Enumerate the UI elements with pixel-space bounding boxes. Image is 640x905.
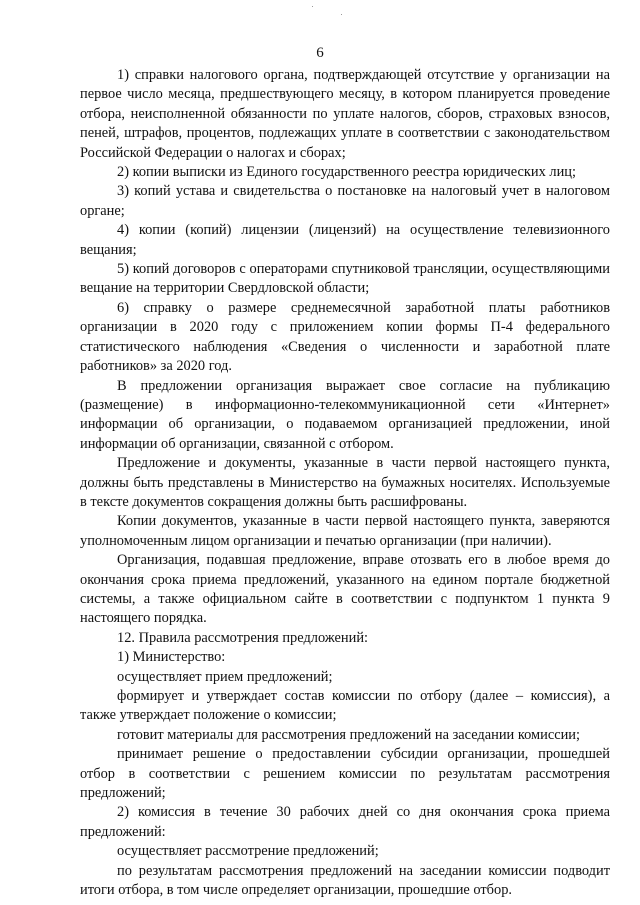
paragraph-accepts-proposals: осуществляет прием предложений; bbox=[117, 668, 333, 685]
paragraph-egrul-extract: 2) копии выписки из Единого государственного реестра юридических лиц; bbox=[117, 164, 576, 181]
paragraph-ministry: 1) Министерство: bbox=[117, 649, 226, 666]
paragraph-charter-copies: 3) копий устава и свидетельства о постановке на налоговый учет в налоговом органе; bbox=[80, 183, 610, 219]
paragraph-selection-results: по результатам рассмотрения предложений на заседании комиссии подводит итоги отбора, в том числе определяет организации, прошедшие отбор. bbox=[80, 862, 610, 899]
scan-speck bbox=[312, 6, 313, 7]
paragraph-tax-certificate: 1) справки налогового органа, подтверждающей отсутствие у организации на первое число месяца, предшествующего месяцу, в котором планируется проведение отбора, неисполненной обязанности по уплате налогов, сборов, страховых взносов, пеней, штрафов, процентов, подлежащих уплате в соответствии с законодательством Российской Федерации о налогах и сборах; bbox=[80, 67, 610, 161]
paragraph-document-certification: Копии документов, указанные в части первой настоящего пункта, заверяются уполномоченным лицом организации и печатью организации (при наличии). bbox=[80, 513, 610, 549]
paragraph-prepares-materials: готовит материалы для рассмотрения предложений на заседании комиссии; bbox=[117, 726, 581, 743]
paragraph-commission-term: 2) комиссия в течение 30 рабочих дней со дня окончания срока приема предложений: bbox=[80, 804, 610, 840]
paragraph-forms-commission: формирует и утверждает состав комиссии по отбору (далее – комиссия), а также утверждает положение о комиссии; bbox=[80, 688, 610, 724]
paragraph-reviews-proposals: осуществляет рассмотрение предложений; bbox=[117, 843, 379, 860]
paragraph-withdrawal-right: Организация, подавшая предложение, вправе отозвать его в любое время до окончания срока приема предложений, указанного на едином портале бюджетной системы, а также официальном сайте в соответствии с подпунктом 1 пункта 9 настоящего порядка. bbox=[80, 552, 610, 627]
paragraph-publication-consent: В предложении организация выражает свое согласие на публикацию (размещение) в информационно-телекоммуникационной сети «Интернет» информации об организации, о подаваемом организацией предложении, иной информации об организации, связанной с отбором. bbox=[80, 377, 610, 452]
paragraph-subsidy-decision: принимает решение о предоставлении субсидии организации, прошедшей отбор в соответствии с решением комиссии по результатам рассмотрения предложений; bbox=[80, 746, 610, 802]
page-number: 6 bbox=[316, 45, 324, 61]
paragraph-license-copies: 4) копии (копий) лицензии (лицензий) на осуществление телевизионного вещания; bbox=[80, 222, 610, 258]
scan-speck bbox=[341, 14, 342, 15]
paragraph-satellite-contracts: 5) копий договоров с операторами спутниковой трансляции, осуществляющими вещание на территории Свердловской области; bbox=[80, 261, 610, 297]
paragraph-section-12-heading: 12. Правила рассмотрения предложений: bbox=[117, 629, 369, 646]
paragraph-salary-certificate: 6) справку о размере среднемесячной заработной платы работников организации в 2020 году с приложением копии формы П-4 федерального статистического наблюдения «Сведения о численности и заработной плате работников» за 2020 год. bbox=[80, 299, 610, 375]
paragraph-paper-submission: Предложение и документы, указанные в части первой настоящего пункта, должны быть представлены в Министерство на бумажных носителях. Используемые в тексте документов сокращения должны быть расшифрованы. bbox=[80, 455, 610, 510]
document-body bbox=[80, 66, 610, 900]
